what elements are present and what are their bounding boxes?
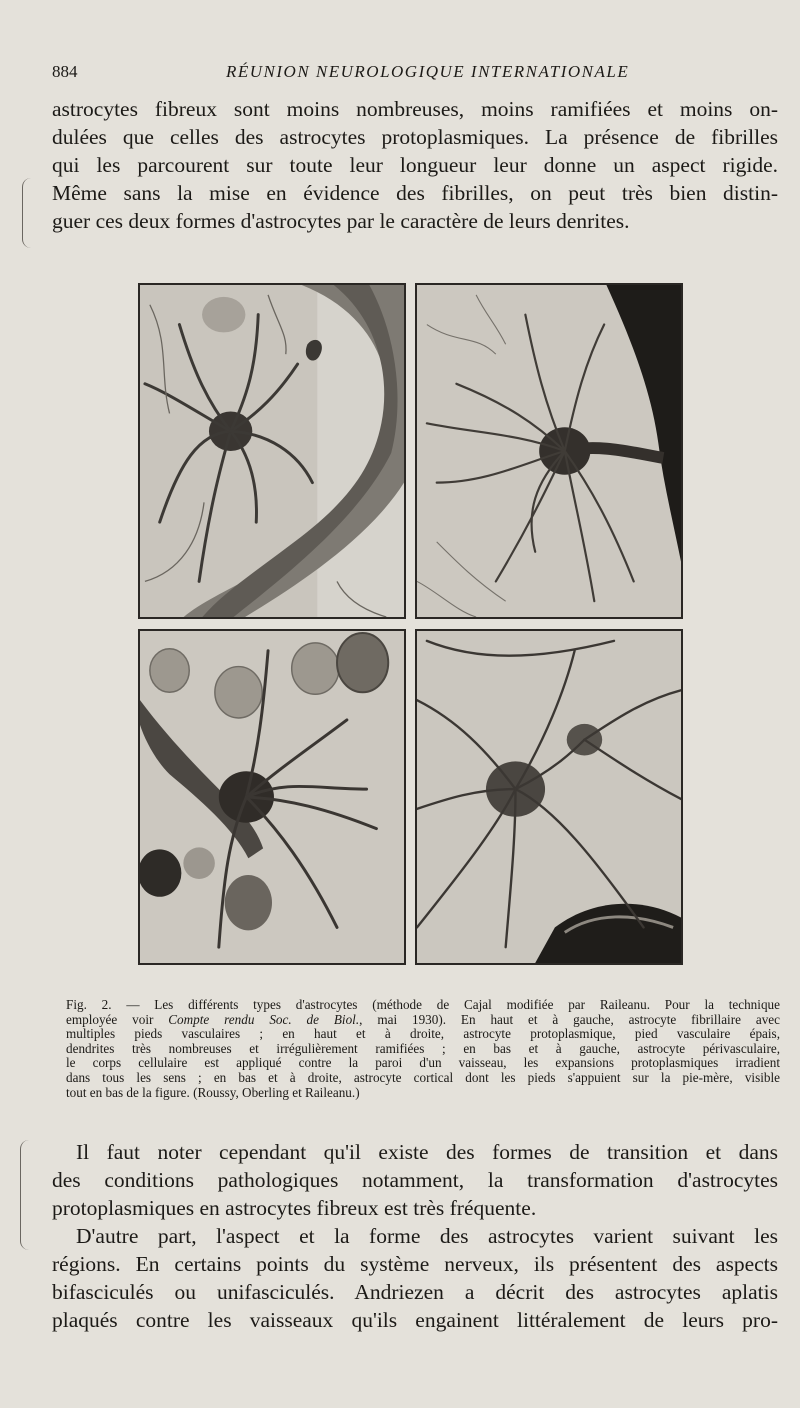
- text-line: bifasciculés ou unifasciculés. Andriezen a décrit des astrocytes aplatis: [52, 1280, 778, 1304]
- journal-reference: Compte rendu Soc. de Biol.: [168, 1011, 360, 1027]
- margin-pencil-mark: [22, 178, 31, 248]
- micrograph-astrocyte-cortical: [415, 629, 683, 965]
- text-line: dulées que celles des astrocytes protoplasmiques. La présence de fibrilles: [52, 125, 778, 149]
- running-title: RÉUNION NEUROLOGIQUE INTERNATIONALE: [226, 62, 630, 81]
- body-paragraph-top: [52, 95, 778, 235]
- text-line: D'autre part, l'aspect et la forme des astrocytes varient suivant les: [76, 1224, 778, 1248]
- text-line: régions. En certains points du système nerveux, ils présentent des aspects: [52, 1252, 778, 1276]
- caption-line: dendrites très nombreuses et irrégulièrement ramifiées ; en bas et à gauche, astrocyte périvasculaire,: [66, 1040, 780, 1056]
- caption-line: employée voir Compte rendu Soc. de Biol., mai 1930). En haut et à gauche, astrocyte fibrillaire avec: [66, 1011, 780, 1027]
- text-line: guer ces deux formes d'astrocytes par le caractère de leurs denrites.: [52, 209, 630, 233]
- text-line: protoplasmiques en astrocytes fibreux est très fréquente.: [52, 1196, 537, 1220]
- text-line: Il faut noter cependant qu'il existe des formes de transition et dans: [76, 1140, 778, 1164]
- text-line: astrocytes fibreux sont moins nombreuses, moins ramifiées et moins on-: [52, 97, 778, 121]
- figure-label: Fig. 2.: [66, 997, 112, 1012]
- caption-line: dans tous les sens ; en bas et à droite, astrocyte cortical dont les pieds s'appuient sur la pie-mère, visible: [66, 1069, 780, 1085]
- text-line: Même sans la mise en évidence des fibrilles, on peut très bien distin-: [52, 181, 778, 205]
- caption-line: multiples pieds vasculaires ; en haut et à droite, astrocyte protoplasmique, pied vasculaire épais,: [66, 1026, 780, 1042]
- micrograph-astrocyte-fibrillaire: [138, 283, 406, 619]
- figure-caption: [66, 998, 780, 1100]
- micrograph-astrocyte-protoplasmique: [415, 283, 683, 619]
- figure-2-astrocyte-micrographs: [138, 283, 686, 975]
- body-paragraph-bottom: [52, 1138, 778, 1334]
- text-line: plaqués contre les vaisseaux qu'ils engainent littéralement de leurs pro-: [52, 1308, 778, 1332]
- micrograph-astrocyte-perivasculaire: [138, 629, 406, 965]
- page-number: 884: [52, 62, 78, 81]
- running-head: [50, 60, 750, 86]
- caption-line: Fig. 2. — Les différents types d'astrocytes (méthode de Cajal modifiée par Raileanu. Pour la technique: [66, 997, 780, 1012]
- text-line: des conditions pathologiques notamment, la transformation d'astrocytes: [52, 1168, 778, 1192]
- caption-line: tout en bas de la figure. (Roussy, Oberling et Raileanu.): [66, 1084, 360, 1100]
- text-line: qui les parcourent sur toute leur longueur leur donne un aspect rigide.: [52, 153, 778, 177]
- caption-line: le corps cellulaire est appliqué contre la paroi d'un vaisseau, les expansions protoplasmiques irradient: [66, 1055, 780, 1071]
- margin-pencil-mark: [20, 1140, 29, 1250]
